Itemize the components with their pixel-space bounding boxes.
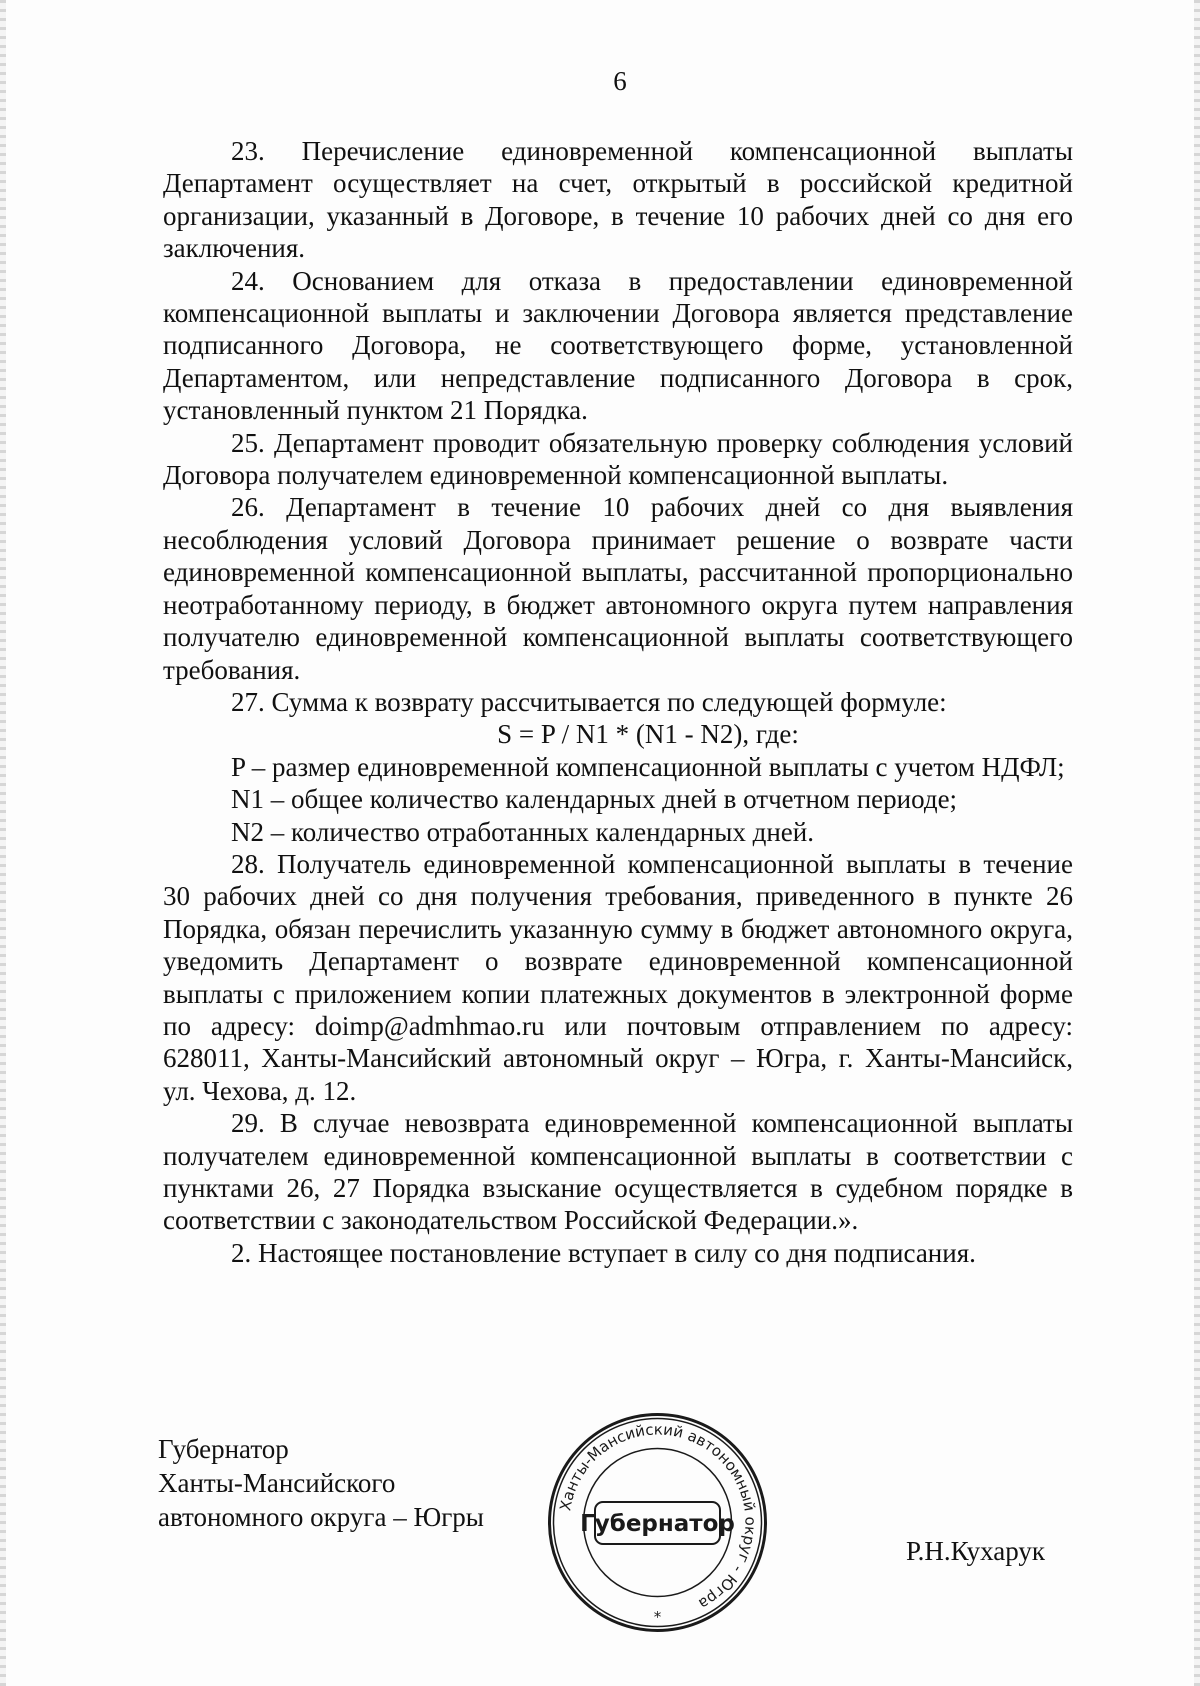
signer-title-line1: Губернатор [158,1434,289,1464]
definition-n1: N1 – общее количество календарных дней в отчетном периоде; [231,784,958,815]
definition-n2: N2 – количество отработанных календарных дней. [231,816,814,847]
page-number: 6 [613,66,627,96]
formula: S = P / N1 * (N1 - N2), где: [497,719,799,750]
paragraph-26: 26. Департамент в течение 10 рабочих дней со дня выявления несоблюдения условий Договора принимает решение о возврате части единовременной компенсационной выплаты, рассчитанной пропорционально неотработанному периоду, в бюджет автономного округа путем направления получателю единовременной компенсационной выплаты соответствующего требования. [163,492,1073,685]
document-body [163,135,1073,1269]
paragraph-27: 27. Сумма к возврату рассчитывается по следующей формуле: [231,686,947,717]
paragraph-2-effective: 2. Настоящее постановление вступает в силу со дня подписания. [231,1237,976,1268]
signer-name: Р.Н.Кухарук [906,1536,1046,1566]
scan-edge-left [0,0,6,1686]
signer-title-line3: автономного округа – Югры [158,1502,484,1532]
scan-edge-right [1194,0,1200,1686]
signer-title-line2: Ханты-Мансийского [158,1468,396,1498]
paragraph-28: 28. Получатель единовременной компенсационной выплаты в течение 30 рабочих дней со дня получения требования, приведенного в пункте 26 Порядка, обязан перечислить указанную сумму в бюджет автономного округа, уведомить Департамент о возврате единовременной компенсационной выплаты с приложением копии платежных документов в электронной форме по адресу: doimp@admhmao.ru или почтовым отправлением по адресу: 628011, Ханты-Мансийский автономный округ – Югра, г. Ханты-Мансийск, ул. Чехова, д. 12. [163,848,1073,1106]
paragraph-23: 23. Перечисление единовременной компенсационной выплаты Департамент осуществляет на счет, открытый в российской кредитной организации, указанный в Договоре, в течение 10 рабочих дней со дня его заключения. [163,136,1073,264]
paragraph-25: 25. Департамент проводит обязательную проверку соблюдения условий Договора получателем единовременной компенсационной выплаты. [163,427,1073,491]
paragraph-29: 29. В случае невозврата единовременной компенсационной выплаты получателем единовременной компенсационной выплаты в соответствии с пунктами 26, 27 Порядка взыскание осуществляется в судебном порядке в соответствии с законодательством Российской Федерации.». [163,1108,1073,1236]
seal-ring-text: Ханты-Мансийский автономный округ - Югра [556,1420,760,1614]
official-seal [545,1410,770,1635]
seal-center-text: Губернатор [580,1511,735,1537]
paragraph-24: 24. Основанием для отказа в предоставлении единовременной компенсационной выплаты и заключении Договора является представление подписанного Договора, не соответствующего форме, установленной Департаментом, или непредставление подписанного Договора в срок, установленный пунктом 21 Порядка. [163,265,1073,426]
signature-block [158,1432,484,1534]
seal-star: * [653,1608,662,1626]
definition-p: P – размер единовременной компенсационной выплаты с учетом НДФЛ; [231,751,1065,782]
